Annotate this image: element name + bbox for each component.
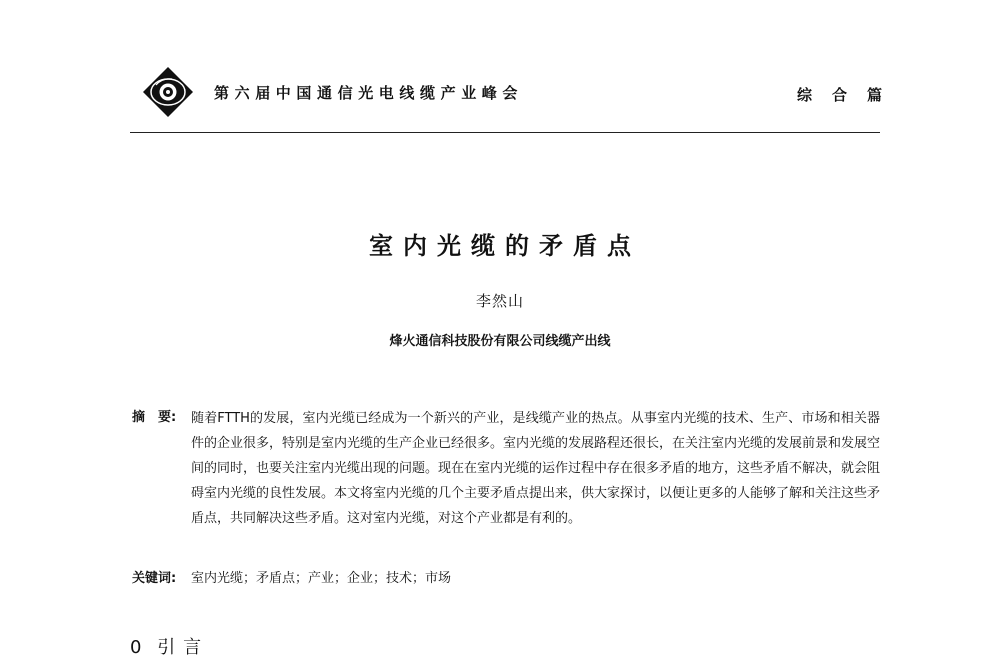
running-header	[142, 66, 902, 118]
conference-title: 第六届中国通信光电线缆产业峰会	[214, 84, 524, 102]
paper-title: 室内光缆的矛盾点	[369, 232, 641, 260]
keywords-list: 室内光缆；矛盾点；产业；企业；技术；市场	[191, 571, 452, 586]
section-tag: 综合篇	[796, 86, 902, 104]
section-heading	[130, 633, 209, 659]
keywords-label: 关键词:	[132, 571, 177, 586]
section-title: 引言	[157, 637, 210, 658]
section-number: 0	[130, 637, 142, 658]
conference-emblem-icon	[142, 66, 194, 118]
author-affiliation: 烽火通信科技股份有限公司线缆产出线	[389, 334, 611, 349]
abstract-text: 随着FTTH的发展，室内光缆已经成为一个新兴的产业，是线缆产业的热点。从事室内光缆的技术、生产、市场和相关器件的企业很多，特别是室内光缆的生产企业已经很多。室内光缆的发展路程还很长，在关注室内光缆的发展前景和发展空间的同时，也要关注室内光缆出现的问题。现在在室内光缆的运作过程中存在很多矛盾的地方，这些矛盾不解决，就会阻碍室内光缆的良性发展。本文将室内光缆的几个主要矛盾点提出来，供大家探讨，以便让更多的人能够了解和关注这些矛盾点，共同解决这些矛盾。这对室内光缆，对这个产业都是有利的。	[191, 411, 881, 526]
header-rule	[130, 132, 880, 133]
paper-author: 李然山	[475, 292, 524, 310]
abstract-label: 摘 要:	[132, 410, 177, 425]
